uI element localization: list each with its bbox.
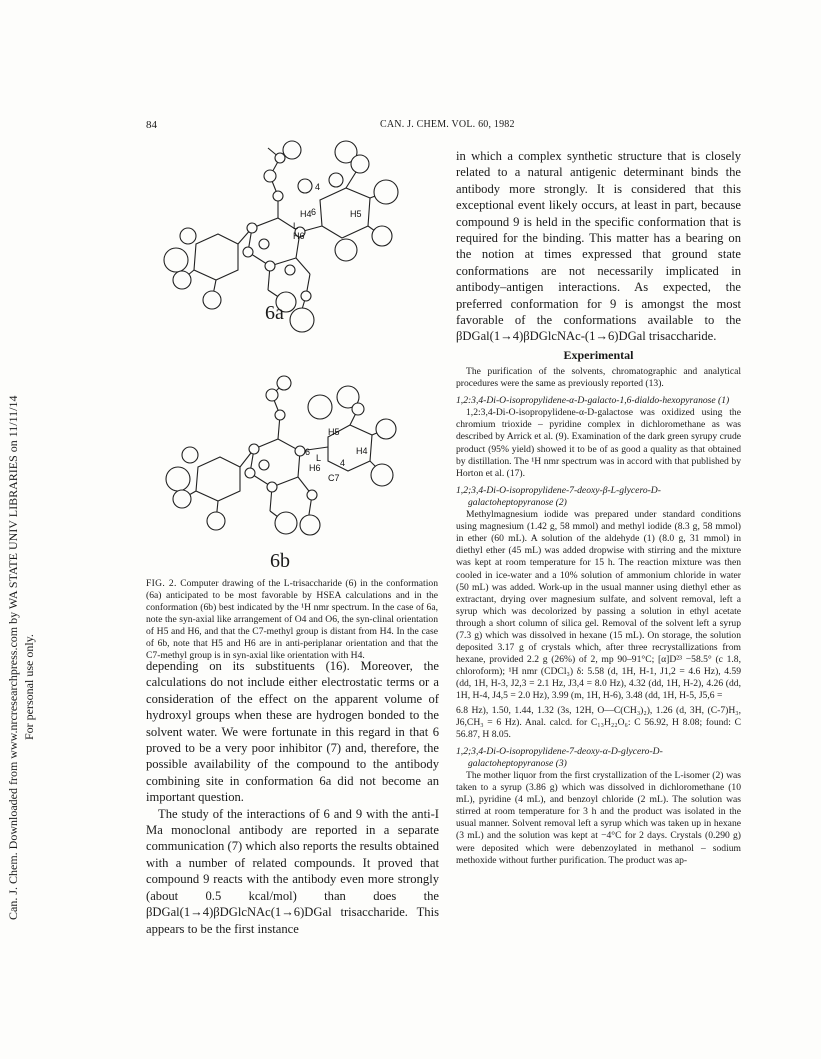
paragraph: The study of the interactions of 6 and 9 with the anti-I Ma monoclonal antibody are reported in a separate communication (7) which also reports the results obtained with a number of related compounds. It proved that compound 9 reacts with the antibody even more strongly (about 0.5 kcal/mol) than does the βDGal(1→4)βDGlcNAc(1→6)DGal trisaccharide. This appears to be the first instance xyxy=(146,806,439,936)
atom-label: H5 xyxy=(328,427,340,437)
watermark-line-1: Can. J. Chem. Downloaded from www.nrcresearchpress.com by WA STATE UNIV LIBRARIES on 11/11/14 xyxy=(6,395,20,920)
subheading: 1,2;3,4-Di-O-isopropylidene-7-deoxy-β-L-glycero-D-galactoheptopyranose (2) xyxy=(456,484,661,508)
paragraph: Methylmagnesium iodide was prepared under standard conditions using magnesium (1.42 g, 58 mmol) and methyl iodide (8.3 g, 58 mmol) in ether (60 mL). A solution of the aldehyde (1) (8.0 g, 31 mmol) in diethyl ether (45 mL) was added dropwise with stirring and the mixture was kept at room temperature for 15 h. The reaction mixture was then cooled in ice-water and a 10% solution of ammonium chloride in water (50 mL) was added. Work-up in the usual manner using diethyl ether as extractant, drying over magnesium sulfate, and solvent removal, left a syrup which was decolorized by passing a solution in ethyl acetate through a short column of silica gel. Removal of the solvent left a syrup (7.3 g) which was dissolved in hexane (15 mL). On storage, the solution deposited 3.17 g of crystals which, after three recrystallizations from hexane, provided 2.2 g (26%) of 2, mp 90–91°C; [α]D²³ −58.5° (c 1.8, chloroform); ¹H nmr (CDCl₃) δ: 5.58 (d, 1H, H-1, J1,2 = 4.6 Hz), 4.59 (dd, 1H, H-3, J2,3 = 2.1 Hz, J3,4 = 8.0 Hz), 4.32 (dd, 1H, H-2), 4.26 (dd, 1H, H-4, J4,5 = 2.0 Hz), 3.99 (m, 1H, H-6), 3.48 (dd, 1H, H-5, J5,6 = xyxy=(456,509,741,702)
atom-label: 6 xyxy=(311,207,317,217)
molecule-6b-drawing xyxy=(160,375,400,555)
paragraph: in which a complex synthetic structure that is closely related to a natural antigenic determinant binds the antibody more strongly. It is considered that this exceptional event likely occurs, at least in part, because compound 9 is held in the specific conformation that is required for the binding. This matter has a bearing on the notion at times expressed that ground state conformations are not necessarily implicated in antibody–antigen interactions. As expected, the preferred conformation for 9 is amongst the most favorable of the conformations available to the βDGal(1→4)βDGlcNAc-(1→6)DGal trisaccharide. xyxy=(456,149,741,344)
atom-label: L xyxy=(316,453,322,463)
paragraph: The purification of the solvents, chromatographic and analytical procedures were the same as previously reported (13). xyxy=(456,366,741,390)
figure-caption xyxy=(146,578,438,662)
download-watermark xyxy=(0,150,40,920)
atom-label: H5 xyxy=(350,209,362,219)
section-title: Experimental xyxy=(563,348,634,362)
atom-label: H4 xyxy=(300,209,312,219)
paragraph: 6.8 Hz), 1.50, 1.44, 1.32 (3s, 12H, O—C(CH₃)₂), 1.26 (d, 3H, (C-7)H₃, J6,CH₃ = 6 Hz). Anal. calcd. for C₁₃H₂₂O₆: C 56.92, H 8.08; found: C 56.87, H 8.05. xyxy=(456,704,741,740)
atom-label: C7 xyxy=(328,473,340,483)
atom-label: 6 xyxy=(305,447,311,457)
subheading: 1,2;3,4-Di-O-isopropylidene-7-deoxy-α-D-glycero-D-galactoheptopyranose (3) xyxy=(456,745,663,769)
atom-label: H4 xyxy=(356,446,368,456)
atom-label: H6 xyxy=(293,231,305,241)
atom-label: 4 xyxy=(315,182,321,192)
atom-label: H6 xyxy=(309,463,321,473)
atom-label: L xyxy=(293,221,299,231)
compound-label-6a: 6a xyxy=(265,302,284,324)
atom-label: 4 xyxy=(340,458,346,468)
left-column xyxy=(146,658,439,937)
caption-text: Computer drawing of the L-trisaccharide (6) in the conformation (6a) anticipated to be most favorable by HSEA calculations and in the conformation (6b) best indicated by the ¹H nmr spectrum. In the case of 6a, note the syn-axial like arrangement of O4 and O6, the syn-clinal orientation of H5 and H6, and that the C7-methyl group is distant from H4. In the case of 6b, note that H5 and H6 are in anti-periplanar orientation and that the C7-methyl group is in syn-axial like orientation with H4. xyxy=(146,578,438,661)
paragraph: depending on its substituents (16). Moreover, the calculations do not include either electrostatic terms or a consideration of the effect on the apparent volume of hydroxyl groups when these are hydrogen bonded to the solvent water. We were fortunate in this regard in that 6 proved to be a very poor inhibitor (7) and, therefore, the possible availability of the compound to the antibody combining site in conformation 6a did not become an important question. xyxy=(146,659,439,805)
paragraph: The mother liquor from the first crystallization of the L-isomer (2) was taken to a syrup (3.86 g) which was dissolved in dichloromethane (10 mL), pyridine (4 mL), and benzoyl chloride (2 mL). The solution was stirred at room temperature for 3 h and the product was isolated in the usual manner. Solvent removal left a syrup which was taken up in hexane (3 mL) and the solution was kept at −4°C for 2 days. Crystals (0.290 g) were deposited which were debenzoylated in methanol – sodium methoxide without further purification. The product was ap- xyxy=(456,770,741,866)
compound-label-6b: 6b xyxy=(270,550,290,572)
experimental-section xyxy=(456,366,741,867)
right-column-intro xyxy=(456,148,741,345)
subheading: 1,2:3,4-Di-O-isopropylidene-α-D-galacto-1,6-dialdo-hexopyranose (1) xyxy=(456,395,730,407)
running-title: CAN. J. CHEM. VOL. 60, 1982 xyxy=(380,119,515,130)
page-number: 84 xyxy=(146,119,157,131)
paragraph: 1,2:3,4-Di-O-isopropylidene-α-D-galactose was oxidized using the chromium trioxide – pyridine complex in dichloromethane as was described by Arrick et al. (9). Examination of the dark green syrupy crude product (95% yield) showed it to be of as good a quality as that obtained by distillation. The ¹H nmr spectrum was in accord with that published by Horton et al. (17). xyxy=(456,407,741,479)
watermark-line-2: For personal use only. xyxy=(22,634,36,740)
caption-label: FIG. 2. xyxy=(146,578,177,589)
